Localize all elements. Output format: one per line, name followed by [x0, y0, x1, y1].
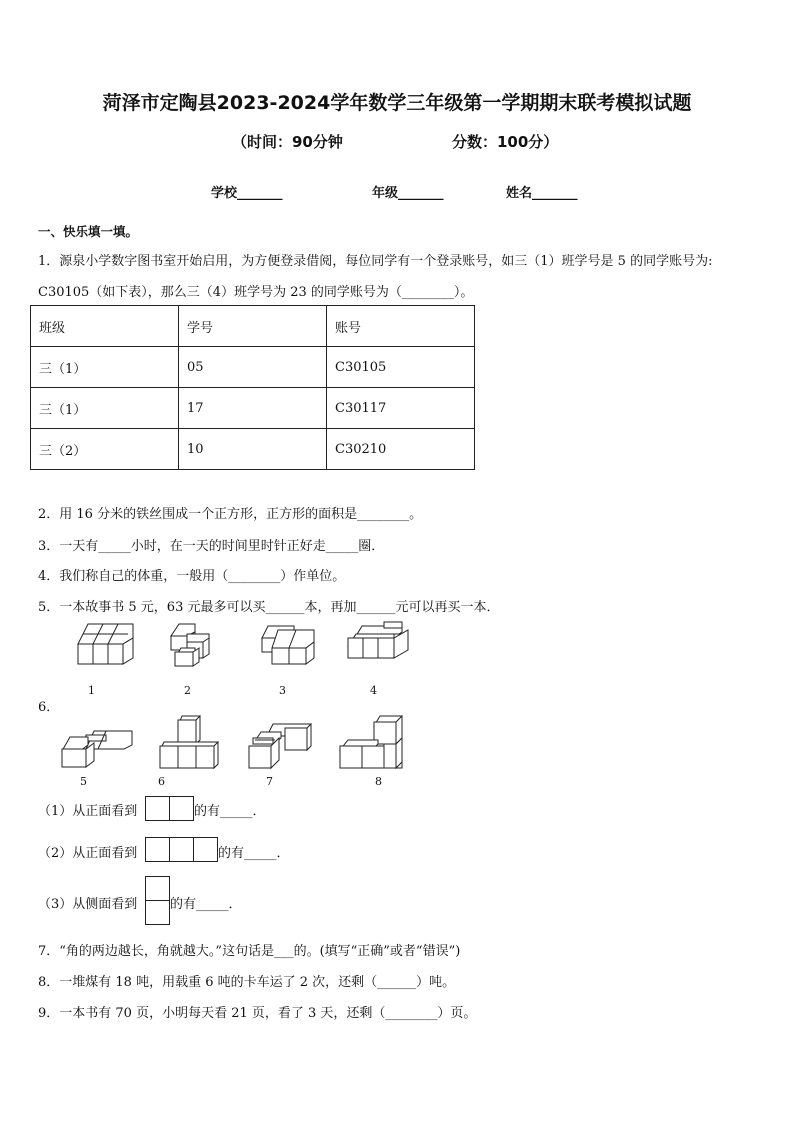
question-3: 3．一天有_____小时，在一天的时间里时针正好走_____圈．	[38, 539, 385, 554]
question-6-label: 6．	[38, 700, 60, 715]
cube-figure-6	[158, 714, 222, 770]
view-square	[169, 796, 194, 821]
name-field: 姓名_______	[506, 186, 578, 201]
table-row	[31, 388, 475, 429]
view-square	[193, 837, 218, 862]
table-cell: 班级	[31, 306, 179, 347]
question-5: 5．一本故事书 5 元，63 元最多可以买______本，再加______元可以再买一本．	[38, 600, 500, 615]
cube-figure-4	[346, 620, 412, 662]
cube-figure-1	[76, 620, 136, 665]
sub-question-2-suffix: 的有_____．	[218, 846, 290, 861]
question-1-line-1: 1．源泉小学数字图书室开始启用，为方便登录借阅，每位同学有一个登录账号，如三（1）班学号是 5 的同学账号为:	[38, 254, 713, 269]
table-row	[31, 429, 475, 470]
table-cell: 三（1）	[31, 388, 179, 429]
cube-figure-7	[247, 720, 317, 770]
page-title: 菏泽市定陶县2023-2024学年数学三年级第一学期期末联考模拟试题	[102, 92, 692, 114]
figure-number: 7	[266, 775, 273, 788]
sub-question-2-prefix: （2）从正面看到	[38, 846, 138, 861]
view-square	[145, 837, 170, 862]
table-row	[31, 306, 475, 347]
question-8: 8．一堆煤有 18 吨，用载重 6 吨的卡车运了 2 次，还剩（______）吨。	[38, 975, 456, 990]
figure-number: 1	[88, 684, 95, 697]
table-cell: 三（2）	[31, 429, 179, 470]
question-4: 4．我们称自己的体重，一般用（________）作单位。	[38, 569, 346, 584]
school-field: 学校_______	[211, 186, 283, 201]
table-cell: 学号	[179, 306, 327, 347]
question-1-line-2: C30105（如下表），那么三（4）班学号为 23 的同学账号为（________）。	[38, 285, 474, 300]
figure-number: 3	[279, 684, 286, 697]
table-cell: 05	[179, 347, 327, 388]
question-2: 2．用 16 分米的铁丝围成一个正方形，正方形的面积是________。	[38, 507, 423, 522]
account-table	[30, 305, 475, 470]
table-cell: 17	[179, 388, 327, 429]
table-cell: C30117	[327, 388, 475, 429]
figure-number: 6	[158, 775, 165, 788]
table-cell: C30105	[327, 347, 475, 388]
table-cell: 三（1）	[31, 347, 179, 388]
question-9: 9．一本书有 70 页，小明每天看 21 页，看了 3 天，还剩（________）页。	[38, 1006, 477, 1021]
figure-number: 2	[184, 684, 191, 697]
sub-question-3-prefix: （3）从侧面看到	[38, 897, 138, 912]
view-square	[145, 900, 170, 925]
question-7: 7．“角的两边越长，角就越大。”这句话是___的。(填写“正确”或者“错误”)	[38, 944, 461, 959]
figure-number: 5	[80, 775, 87, 788]
cube-figure-8	[338, 714, 408, 770]
exam-score: 分数：100分）	[452, 133, 559, 151]
table-cell: 10	[179, 429, 327, 470]
exam-time: （时间：90分钟	[232, 133, 343, 151]
view-square	[145, 876, 170, 901]
figure-number: 4	[370, 684, 377, 697]
figure-number: 8	[375, 775, 382, 788]
table-row	[31, 347, 475, 388]
section-heading: 一、快乐填一填。	[38, 224, 139, 239]
cube-figure-3	[258, 620, 318, 665]
sub-question-3-suffix: 的有_____．	[170, 897, 242, 912]
grade-field: 年级_______	[372, 186, 444, 201]
cube-figure-2	[165, 620, 215, 668]
table-cell: 账号	[327, 306, 475, 347]
cube-figure-5	[58, 727, 134, 769]
view-square	[169, 837, 194, 862]
sub-question-1-suffix: 的有_____．	[194, 804, 266, 819]
table-cell: C30210	[327, 429, 475, 470]
view-square	[145, 796, 170, 821]
sub-question-1-prefix: （1）从正面看到	[38, 804, 138, 819]
